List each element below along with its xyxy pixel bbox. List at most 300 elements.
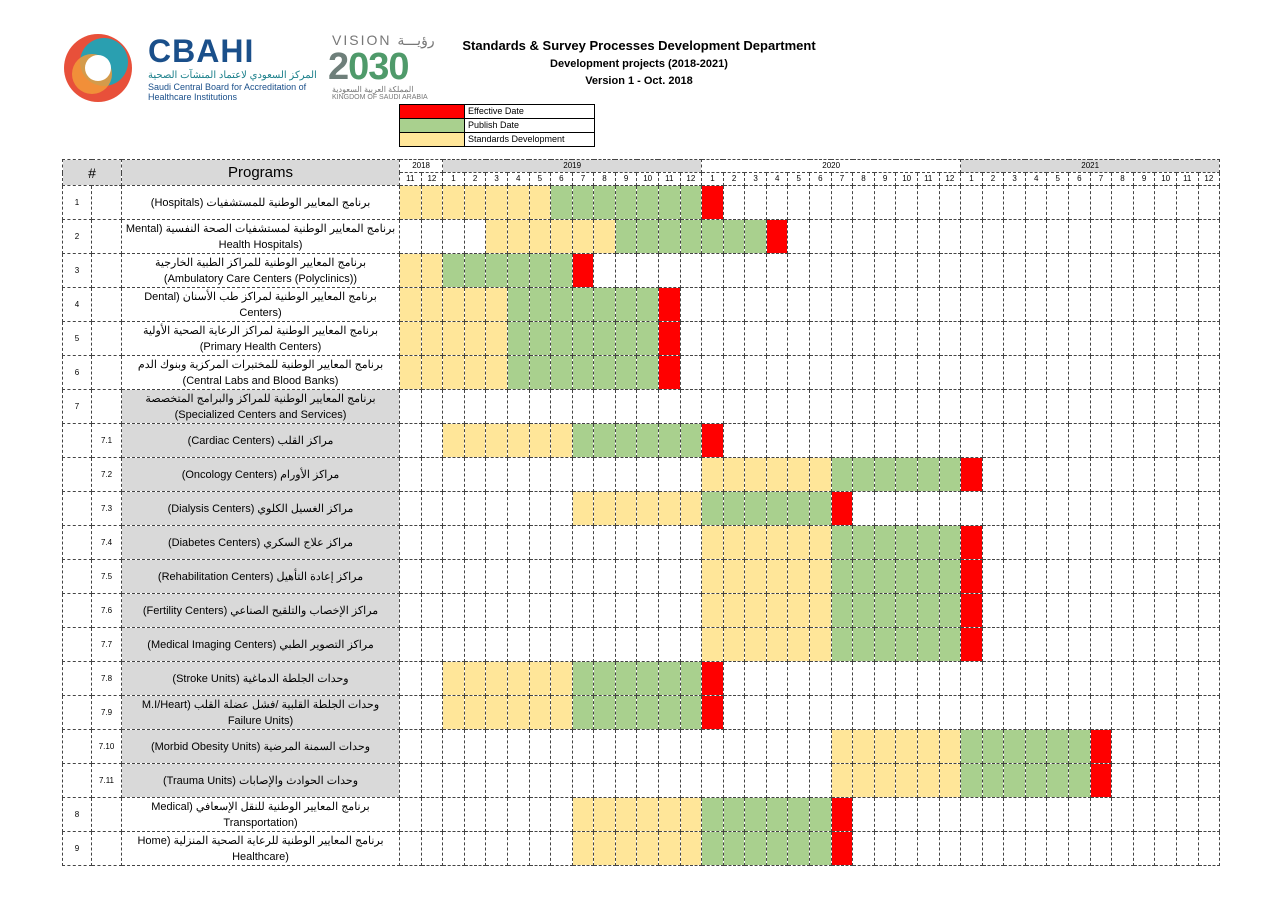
timeline-cell: [551, 560, 573, 594]
timeline-cell: [896, 322, 918, 356]
timeline-cell: [896, 424, 918, 458]
timeline-cell: [982, 492, 1004, 526]
publish-date-cell: [831, 628, 853, 662]
timeline-cell: [1004, 560, 1026, 594]
effective-date-cell: [831, 492, 853, 526]
publish-date-cell: [594, 424, 616, 458]
timeline-cell: [1133, 390, 1155, 424]
timeline-cell: [1025, 220, 1047, 254]
publish-date-cell: [637, 356, 659, 390]
timeline-cell: [1176, 560, 1198, 594]
timeline-cell: [1047, 526, 1069, 560]
timeline-cell: [1047, 560, 1069, 594]
program-name: [122, 628, 400, 662]
program-name: [122, 798, 400, 832]
publish-date-cell: [831, 560, 853, 594]
timeline-cell: [702, 322, 724, 356]
standards-development-cell: [723, 594, 745, 628]
timeline-cell: [982, 832, 1004, 866]
timeline-cell: [745, 662, 767, 696]
timeline-cell: [1090, 696, 1112, 730]
timeline-cell: [723, 696, 745, 730]
timeline-cell: [939, 254, 961, 288]
publish-date-cell: [615, 186, 637, 220]
timeline-cell: [896, 390, 918, 424]
timeline-cell: [1133, 424, 1155, 458]
program-name-line: برنامج المعايير الوطنية لمراكز الرعاية الصحية الأولية: [142, 324, 379, 337]
timeline-cell: [1004, 832, 1026, 866]
timeline-cell: [1004, 254, 1026, 288]
sub-program-number: 7.6: [92, 594, 122, 628]
timeline-cell: [1176, 832, 1198, 866]
standards-development-cell: [421, 322, 443, 356]
publish-date-cell: [551, 356, 573, 390]
timeline-cell: [1090, 220, 1112, 254]
timeline-cell: [421, 492, 443, 526]
timeline-cell: [680, 560, 702, 594]
timeline-cell: [853, 288, 875, 322]
month-header: 3: [486, 173, 508, 186]
standards-development-cell: [572, 492, 594, 526]
timeline-cell: [853, 662, 875, 696]
timeline-cell: [853, 492, 875, 526]
standards-development-cell: [529, 424, 551, 458]
timeline-cell: [1004, 186, 1026, 220]
legend-label: Publish Date: [468, 120, 520, 130]
timeline-cell: [1198, 458, 1220, 492]
timeline-cell: [853, 424, 875, 458]
program-name-line: Health Hospitals): [218, 238, 303, 251]
publish-date-cell: [702, 832, 724, 866]
timeline-cell: [1047, 186, 1069, 220]
timeline-cell: [1133, 662, 1155, 696]
sub-program-number: 7.11: [92, 764, 122, 798]
timeline-cell: [658, 628, 680, 662]
timeline-cell: [1176, 798, 1198, 832]
timeline-cell: [982, 696, 1004, 730]
timeline-cell: [486, 628, 508, 662]
timeline-cell: [1176, 764, 1198, 798]
timeline-cell: [658, 458, 680, 492]
standards-development-cell: [723, 458, 745, 492]
timeline-cell: [961, 798, 983, 832]
publish-date-cell: [658, 424, 680, 458]
timeline-cell: [680, 730, 702, 764]
effective-date-cell: [961, 560, 983, 594]
month-header: 12: [680, 173, 702, 186]
timeline-cell: [400, 220, 422, 254]
timeline-cell: [1112, 356, 1134, 390]
timeline-cell: [421, 560, 443, 594]
month-header: 10: [637, 173, 659, 186]
timeline-cell: [615, 458, 637, 492]
timeline-cell: [1069, 458, 1091, 492]
publish-date-cell: [529, 254, 551, 288]
timeline-cell: [1133, 458, 1155, 492]
standards-development-cell: [443, 356, 465, 390]
program-name-line: Centers): [239, 306, 282, 319]
standards-development-cell: [443, 186, 465, 220]
publish-date-cell: [464, 254, 486, 288]
timeline-cell: [982, 526, 1004, 560]
publish-date-cell: [874, 560, 896, 594]
publish-date-cell: [810, 798, 832, 832]
program-row: [63, 186, 1220, 220]
standards-development-cell: [464, 356, 486, 390]
publish-date-cell: [529, 322, 551, 356]
timeline-cell: [939, 356, 961, 390]
timeline-cell: [1133, 254, 1155, 288]
timeline-cell: [810, 356, 832, 390]
program-name-line: برنامج المعايير الوطنية للمختبرات المركزية وبنوك الدم: [137, 358, 384, 371]
timeline-cell: [917, 492, 939, 526]
timeline-cell: [766, 254, 788, 288]
month-header: 10: [896, 173, 918, 186]
program-row: [63, 526, 1220, 560]
timeline-cell: [766, 356, 788, 390]
sub-program-number: 7.4: [92, 526, 122, 560]
publish-date-cell: [831, 458, 853, 492]
legend-effective: [400, 105, 594, 119]
timeline-cell: [982, 458, 1004, 492]
timeline-cell: [464, 798, 486, 832]
standards-development-cell: [551, 424, 573, 458]
sub-program-number: 7.8: [92, 662, 122, 696]
month-header: 10: [1155, 173, 1177, 186]
timeline-cell: [788, 220, 810, 254]
timeline-cell: [874, 696, 896, 730]
standards-development-cell: [464, 662, 486, 696]
timeline-cell: [637, 628, 659, 662]
timeline-cell: [810, 696, 832, 730]
timeline-cell: [1112, 322, 1134, 356]
program-name: [122, 662, 400, 696]
timeline-cell: [443, 220, 465, 254]
timeline-cell: [1176, 254, 1198, 288]
vision-arabic: المملكة العربية السعودية: [332, 85, 414, 94]
standards-development-cell: [594, 220, 616, 254]
timeline-cell: [637, 560, 659, 594]
timeline-cell: [982, 288, 1004, 322]
version-label: Version 1 - Oct. 2018: [585, 75, 693, 87]
timeline-cell: [1090, 356, 1112, 390]
program-name: [122, 424, 400, 458]
timeline-cell: [572, 390, 594, 424]
standards-development-cell: [766, 594, 788, 628]
timeline-cell: [1069, 390, 1091, 424]
vision-year: 2030: [328, 46, 409, 88]
month-header: 11: [400, 173, 422, 186]
timeline-cell: [529, 798, 551, 832]
timeline-cell: [1133, 560, 1155, 594]
publish-date-cell: [896, 458, 918, 492]
sub-program-number: 7.3: [92, 492, 122, 526]
timeline-cell: [831, 696, 853, 730]
timeline-cell: [551, 628, 573, 662]
timeline-cell: [572, 560, 594, 594]
gantt-table: [62, 159, 1220, 866]
timeline-cell: [1004, 628, 1026, 662]
effective-date-cell: [572, 254, 594, 288]
standards-development-cell: [853, 764, 875, 798]
publish-date-cell: [658, 186, 680, 220]
timeline-cell: [1090, 390, 1112, 424]
month-header: 5: [1047, 173, 1069, 186]
program-name-line: برنامج المعايير الوطنية للرعاية الصحية المنزلية (Home: [137, 834, 384, 847]
timeline-cell: [982, 390, 1004, 424]
standards-development-cell: [680, 832, 702, 866]
standards-development-cell: [400, 322, 422, 356]
cbahi-english-name: Saudi Central Board for Accreditation of Healthcare Institutions: [148, 82, 307, 102]
standards-development-cell: [637, 832, 659, 866]
timeline-cell: [1069, 288, 1091, 322]
timeline-cell: [1176, 322, 1198, 356]
timeline-cell: [1090, 560, 1112, 594]
month-header: 6: [1069, 173, 1091, 186]
timeline-cell: [486, 798, 508, 832]
timeline-cell: [1004, 390, 1026, 424]
timeline-cell: [917, 424, 939, 458]
timeline-cell: [1198, 288, 1220, 322]
timeline-cell: [443, 628, 465, 662]
timeline-cell: [723, 254, 745, 288]
timeline-cell: [1047, 696, 1069, 730]
timeline-cell: [529, 390, 551, 424]
timeline-cell: [421, 764, 443, 798]
program-row: [63, 390, 1220, 424]
month-header: 9: [874, 173, 896, 186]
timeline-cell: [464, 628, 486, 662]
timeline-cell: [982, 322, 1004, 356]
timeline-cell: [1112, 288, 1134, 322]
timeline-cell: [1112, 424, 1134, 458]
timeline-cell: [594, 730, 616, 764]
publish-date-cell: [917, 560, 939, 594]
publish-date-cell: [939, 560, 961, 594]
month-header: 8: [594, 173, 616, 186]
timeline-cell: [1069, 560, 1091, 594]
timeline-cell: [1069, 832, 1091, 866]
standards-development-cell: [637, 492, 659, 526]
timeline-cell: [810, 730, 832, 764]
timeline-cell: [1198, 696, 1220, 730]
timeline-cell: [464, 220, 486, 254]
timeline-cell: [896, 288, 918, 322]
timeline-cell: [507, 832, 529, 866]
timeline-cell: [1090, 186, 1112, 220]
timeline-cell: [853, 390, 875, 424]
timeline-cell: [723, 390, 745, 424]
program-row: [63, 458, 1220, 492]
effective-date-cell: [961, 458, 983, 492]
program-name-line: مراكز الأورام (Oncology Centers): [181, 468, 340, 481]
standards-development-cell: [745, 560, 767, 594]
timeline-cell: [1155, 492, 1177, 526]
timeline-cell: [658, 390, 680, 424]
timeline-cell: [529, 628, 551, 662]
timeline-cell: [1004, 322, 1026, 356]
timeline-cell: [551, 798, 573, 832]
timeline-cell: [874, 356, 896, 390]
publish-date-cell: [939, 458, 961, 492]
standards-development-cell: [486, 288, 508, 322]
timeline-cell: [1112, 458, 1134, 492]
standards-development-cell: [507, 186, 529, 220]
timeline-cell: [1004, 492, 1026, 526]
timeline-cell: [1198, 424, 1220, 458]
timeline-cell: [1198, 322, 1220, 356]
program-name: [122, 322, 400, 356]
timeline-cell: [1004, 220, 1026, 254]
publish-date-cell: [853, 526, 875, 560]
publish-date-cell: [680, 186, 702, 220]
legend-label: Standards Development: [468, 134, 565, 144]
timeline-cell: [615, 764, 637, 798]
timeline-cell: [982, 424, 1004, 458]
program-name: [122, 696, 400, 730]
program-name-line: برنامج المعايير الوطنية للمراكز الطبية الخارجية: [155, 256, 367, 269]
timeline-cell: [572, 526, 594, 560]
publish-date-cell: [615, 220, 637, 254]
standards-development-cell: [421, 186, 443, 220]
timeline-cell: [1025, 560, 1047, 594]
program-number: [63, 424, 92, 458]
timeline-cell: [421, 390, 443, 424]
timeline-cell: [896, 220, 918, 254]
publish-date-cell: [896, 526, 918, 560]
month-header: 12: [1198, 173, 1220, 186]
timeline-cell: [1090, 662, 1112, 696]
month-header: 9: [1133, 173, 1155, 186]
standards-development-cell: [723, 526, 745, 560]
timeline-cell: [680, 628, 702, 662]
timeline-cell: [529, 560, 551, 594]
timeline-cell: [1133, 594, 1155, 628]
timeline-cell: [917, 322, 939, 356]
timeline-cell: [1090, 798, 1112, 832]
timeline-cell: [637, 594, 659, 628]
month-header: 6: [810, 173, 832, 186]
timeline-cell: [1025, 832, 1047, 866]
publish-date-cell: [507, 356, 529, 390]
timeline-cell: [486, 594, 508, 628]
publish-date-cell: [982, 730, 1004, 764]
publish-date-cell: [810, 832, 832, 866]
timeline-cell: [702, 356, 724, 390]
program-name-line: مراكز التصوير الطبي (Medical Imaging Centers): [147, 638, 374, 651]
timeline-cell: [1025, 390, 1047, 424]
program-name-line: برنامج المعايير الوطنية لمستشفيات الصحة النفسية (Mental: [125, 222, 396, 235]
timeline-cell: [1004, 356, 1026, 390]
program-number: [63, 594, 92, 628]
timeline-cell: [551, 492, 573, 526]
timeline-cell: [1112, 764, 1134, 798]
standards-development-cell: [831, 764, 853, 798]
standards-development-cell: [702, 560, 724, 594]
program-number: [63, 662, 92, 696]
publish-date-cell: [615, 424, 637, 458]
timeline-cell: [874, 798, 896, 832]
timeline-cell: [1133, 220, 1155, 254]
timeline-cell: [507, 764, 529, 798]
publish-date-cell: [702, 798, 724, 832]
timeline-cell: [464, 594, 486, 628]
publish-date-cell: [723, 798, 745, 832]
timeline-cell: [896, 186, 918, 220]
timeline-cell: [658, 254, 680, 288]
timeline-cell: [486, 832, 508, 866]
effective-date-cell: [702, 186, 724, 220]
timeline-cell: [853, 322, 875, 356]
timeline-cell: [982, 220, 1004, 254]
publish-date-cell: [1047, 764, 1069, 798]
timeline-cell: [1025, 696, 1047, 730]
standards-development-cell: [464, 322, 486, 356]
timeline-cell: [1155, 662, 1177, 696]
effective-date-cell: [702, 662, 724, 696]
timeline-cell: [1155, 186, 1177, 220]
month-header: 12: [939, 173, 961, 186]
standards-development-cell: [400, 288, 422, 322]
page-subtitle: Development projects (2018-2021): [550, 58, 728, 70]
timeline-cell: [1198, 798, 1220, 832]
timeline-cell: [529, 832, 551, 866]
standards-development-cell: [507, 696, 529, 730]
timeline-cell: [507, 458, 529, 492]
timeline-cell: [1133, 730, 1155, 764]
timeline-cell: [464, 390, 486, 424]
effective-date-cell: [658, 322, 680, 356]
month-header: 1: [443, 173, 465, 186]
month-header: 3: [1004, 173, 1026, 186]
publish-date-cell: [745, 832, 767, 866]
timeline-cell: [680, 288, 702, 322]
publish-date-cell: [637, 662, 659, 696]
timeline-cell: [961, 254, 983, 288]
program-name-line: وحدات السمنة المرضية (Morbid Obesity Units): [150, 740, 371, 753]
timeline-cell: [874, 390, 896, 424]
timeline-cell: [1069, 254, 1091, 288]
standards-development-cell: [766, 526, 788, 560]
program-name: [122, 832, 400, 866]
timeline-cell: [917, 254, 939, 288]
timeline-cell: [853, 798, 875, 832]
timeline-cell: [766, 424, 788, 458]
timeline-cell: [551, 526, 573, 560]
standards-development-cell: [788, 526, 810, 560]
publish-date-cell: [680, 424, 702, 458]
timeline-cell: [551, 390, 573, 424]
timeline-cell: [572, 594, 594, 628]
publish-date-cell: [594, 288, 616, 322]
timeline-cell: [680, 356, 702, 390]
timeline-cell: [745, 288, 767, 322]
timeline-cell: [788, 288, 810, 322]
timeline-cell: [615, 730, 637, 764]
legend: [399, 104, 595, 147]
timeline-cell: [400, 492, 422, 526]
timeline-cell: [961, 424, 983, 458]
publish-date-cell: [810, 492, 832, 526]
sub-program-number: [92, 832, 122, 866]
timeline-cell: [637, 390, 659, 424]
timeline-cell: [658, 560, 680, 594]
timeline-cell: [1090, 594, 1112, 628]
timeline-cell: [917, 798, 939, 832]
standards-development-cell: [766, 458, 788, 492]
timeline-cell: [637, 730, 659, 764]
timeline-cell: [1133, 288, 1155, 322]
